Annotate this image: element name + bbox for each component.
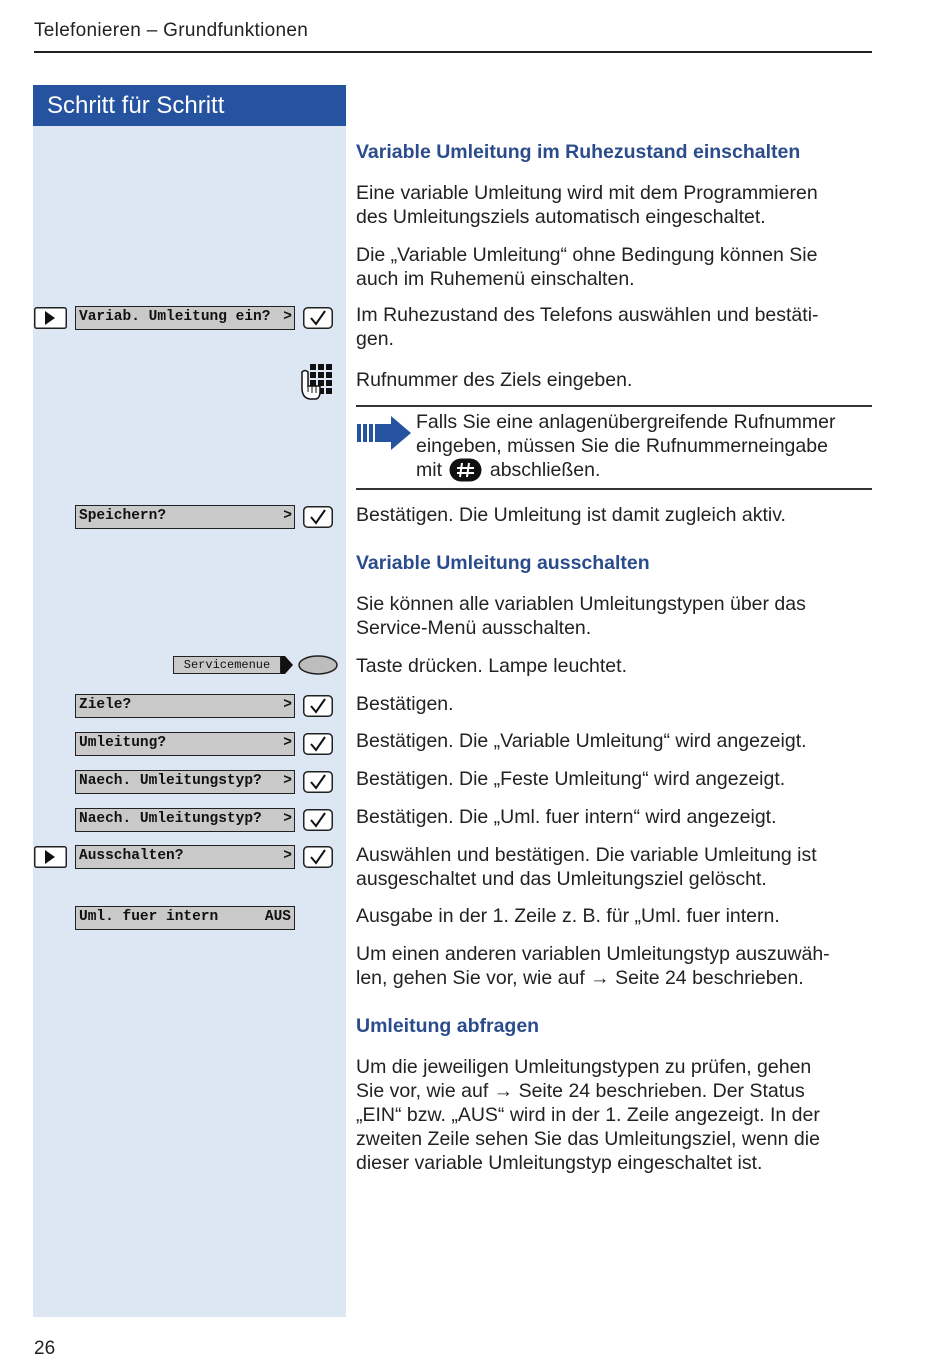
paragraph [356,181,874,229]
step-text [356,303,874,351]
sidebar-title: Schritt für Schritt [33,85,346,126]
step-text: Ausgabe in der 1. Zeile z. B. für „Uml. fuer intern. [356,905,780,927]
section-heading-enable: Variable Umleitung im Ruhezustand einschalten [356,141,801,163]
text-line: „EIN“ bzw. „AUS“ wird in der 1. Zeile angezeigt. In der [356,1104,820,1126]
step-text: Bestätigen. [356,693,454,715]
text-line: Falls Sie eine anlagenübergreifende Rufnummer [416,411,836,433]
section-heading-disable: Variable Umleitung ausschalten [356,552,650,574]
paragraph [356,592,874,640]
display-speichern [75,505,295,529]
display-variab-umleitung-ein [75,306,295,330]
reference-arrow-icon: → [590,967,610,989]
text-line: Sie können alle variablen Umleitungstypen über das [356,593,806,615]
label-pointer-icon [281,656,293,674]
check-icon[interactable] [303,695,333,717]
page-reference-link[interactable]: Seite 24 beschrieben. [615,967,804,989]
display-arrow: > [283,508,292,524]
service-button-icon[interactable] [298,655,338,675]
page-header-title: Telefonieren – Grundfunktionen [34,20,309,41]
text-line: Die „Variable Umleitung“ ohne Bedingung können Sie [356,244,818,266]
check-icon[interactable] [303,506,333,528]
select-triangle-icon [34,307,67,329]
text-line: Um einen anderen variablen Umleitungstyp auszuwäh- [356,943,830,965]
page-number: 26 [34,1338,56,1359]
display-arrow: > [283,773,292,789]
display-status: AUS [264,909,291,925]
display-text: Naech. Umleitungstyp? [79,811,262,827]
text-line: mit abschließen. [416,459,601,481]
display-arrow: > [283,811,292,827]
display-text: Speichern? [79,508,167,524]
text-line: des Umleitungsziels automatisch eingeschaltet. [356,206,766,228]
display-umleitung [75,732,295,756]
text-line: zweiten Zeile sehen Sie das Umleitungsziel, wenn die [356,1128,820,1150]
display-text: Ziele? [79,697,132,713]
display-ausschalten [75,845,295,869]
step-text: Taste drücken. Lampe leuchtet. [356,655,627,677]
text-line: Im Ruhezustand des Telefons auswählen und bestäti- [356,304,819,326]
text-line: gen. [356,328,394,350]
display-ziele [75,694,295,718]
text-line: auch im Ruhemenü einschalten. [356,268,635,290]
step-text: Bestätigen. Die Umleitung ist damit zugleich aktiv. [356,504,786,526]
header-divider [34,51,872,53]
service-menu-label: Servicemenue [173,656,281,674]
paragraph [356,243,874,291]
text-line: Auswählen und bestätigen. Die variable Umleitung ist [356,844,817,866]
display-text: Variab. Umleitung ein? [79,309,271,325]
display-arrow: > [283,309,292,325]
paragraph [356,1055,874,1175]
display-naech-umleitungstyp [75,808,295,832]
text-line: len, gehen Sie vor, wie auf → Seite 24 beschrieben. [356,967,804,989]
note-divider-top [356,405,872,407]
display-text: Uml. fuer intern [79,909,219,925]
check-icon[interactable] [303,809,333,831]
check-icon[interactable] [303,771,333,793]
check-icon[interactable] [303,307,333,329]
display-arrow: > [283,735,292,751]
select-triangle-icon [34,846,67,868]
note-text [416,410,876,482]
text-line: eingeben, müssen Sie die Rufnummerneingabe [416,435,828,457]
step-text [356,843,874,891]
text-line: Service-Menü ausschalten. [356,617,592,639]
display-naech-umleitungstyp [75,770,295,794]
display-uml-fuer-intern [75,906,295,930]
text-line: ausgeschaltet und das Umleitungsziel gelöscht. [356,868,767,890]
text-line: dieser variable Umleitungstyp eingeschaltet ist. [356,1152,763,1174]
text-line: Sie vor, wie auf → Seite 24 beschrieben. Der Status [356,1080,805,1102]
step-text: Rufnummer des Ziels eingeben. [356,369,633,391]
paragraph [356,942,874,990]
display-text: Umleitung? [79,735,167,751]
step-text: Bestätigen. Die „Feste Umleitung“ wird angezeigt. [356,768,786,790]
hash-key-icon [449,458,482,482]
note-arrow-icon [357,416,411,450]
check-icon[interactable] [303,733,333,755]
display-text: Naech. Umleitungstyp? [79,773,262,789]
display-arrow: > [283,697,292,713]
reference-arrow-icon: → [493,1080,514,1102]
page-reference-link[interactable]: Seite 24 beschrieben. Der Status [518,1080,805,1102]
check-icon[interactable] [303,846,333,868]
display-arrow: > [283,848,292,864]
step-text: Bestätigen. Die „Uml. fuer intern“ wird angezeigt. [356,806,777,828]
display-text: Ausschalten? [79,848,184,864]
keypad-icon [298,362,334,402]
text-line: Eine variable Umleitung wird mit dem Programmieren [356,182,818,204]
section-heading-query: Umleitung abfragen [356,1015,540,1037]
text-line: Um die jeweiligen Umleitungstypen zu prüfen, gehen [356,1056,812,1078]
step-text: Bestätigen. Die „Variable Umleitung“ wird angezeigt. [356,730,807,752]
note-divider-bottom [356,488,872,490]
